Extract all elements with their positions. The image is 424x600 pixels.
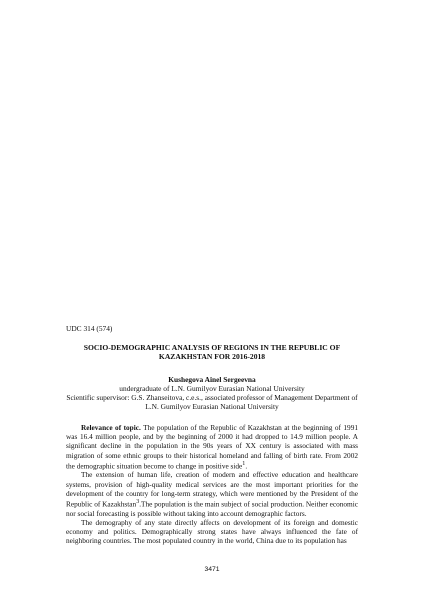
paragraph-demography — [66, 518, 358, 546]
supervisor-line-2: L.N. Gumilyov Eurasian National University — [145, 402, 279, 412]
footnote-ref: 3 — [136, 499, 140, 506]
author-name: Kushegova Ainel Sergeevna — [168, 375, 256, 384]
paragraph-text-end: .The population is the main subject of social production. Neither economic nor social forecasting is possible without taking into account demographic factors. — [66, 499, 359, 518]
paragraph-text: The population of the Republic of Kazakhstan at the beginning of 1991 was 16.4 million people, and by the beginning of 2000 it had dropped to 14.9 million people. A significant decline in the population in the 90s years of XX century is associated with mass migration of some ethnic groups to their historical homeland and falling of birth rate. From 2002 the demographic situation become to change in positive side — [66, 423, 358, 471]
author-block — [66, 375, 358, 411]
page-number: 3471 — [204, 566, 220, 573]
footnote-ref: 1 — [242, 460, 246, 467]
body-text — [66, 423, 358, 545]
udc-code: UDC 314 (574) — [66, 324, 113, 333]
paragraph-relevance — [66, 423, 358, 470]
paper-title-line-2: KAZAKHSTAN FOR 2016-2018 — [158, 352, 266, 362]
paper-title — [66, 343, 358, 361]
author-affiliation: undergraduate of L.N. Gumilyov Eurasian National University — [119, 384, 305, 394]
supervisor-line-1: Scientific supervisor: G.S. Zhanseitova, c.e.s., associated professor of Management Department of — [66, 393, 358, 403]
paragraph-text: The demography of any state directly affects on development of its foreign and domestic economy and politics. Demographically strong states have always influenced the fate of neighboring countries. The most populated country in the world, China due to its population has — [66, 517, 358, 546]
paragraph-text-end: . — [245, 461, 248, 471]
paragraph-lead: Relevance of topic. — [81, 423, 141, 432]
paper-title-line-1: SOCIO-DEMOGRAPHIC ANALYSIS OF REGIONS IN THE REPUBLIC OF — [83, 343, 341, 352]
paragraph-extension — [66, 470, 358, 517]
paragraph-text: The extension of human life, creation of modern and effective education and healthcare systems, provision of high-quality medical services are the most important priorities for the development of the country for long-term strategy, which were mentioned by the President of the Republic of Kazakhstan — [66, 470, 358, 509]
